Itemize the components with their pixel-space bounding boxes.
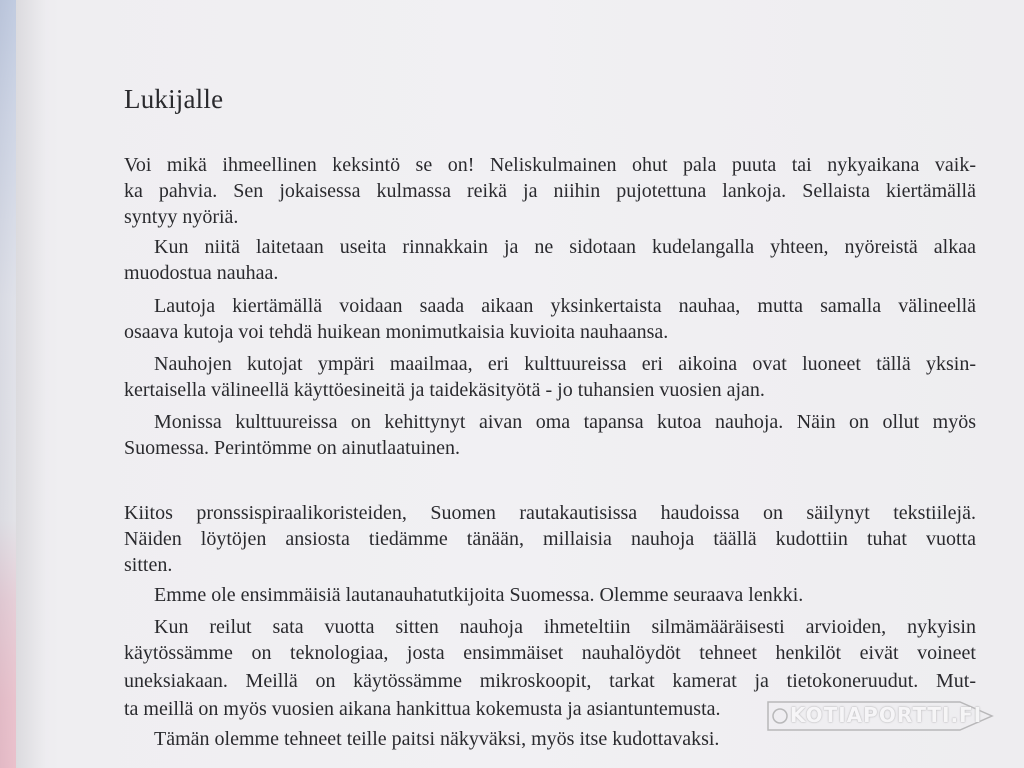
paragraph-line: muodostua nauhaa. xyxy=(124,262,279,284)
paragraph-line: Nauhojen kutojat ympäri maailmaa, eri kulttuureissa eri aikoina ovat luoneet tällä yksin- xyxy=(154,353,976,375)
paragraph-line: uneksiakaan. Meillä on käytössämme mikroskoopit, tarkat kamerat ja tietokoneruudut. Mut- xyxy=(124,670,976,692)
paragraph-line: Kiitos pronssispiraalikoristeiden, Suomen rautakautisissa haudoissa on säilynyt tekstiilejä. xyxy=(124,502,976,524)
paragraph-line: Näiden löytöjen ansiosta tiedämme tänään, millaisia nauhoja täällä kudottiin tuhat vuotta xyxy=(124,528,976,550)
paragraph-line: ta meillä on myös vuosien aikana hankittua kokemusta ja asiantuntemusta. xyxy=(124,698,721,720)
page-gutter-shadow xyxy=(16,0,46,768)
paragraph-line: Lautoja kiertämällä voidaan saada aikaan yksinkertaista nauhaa, mutta samalla välineellä xyxy=(154,295,976,317)
paragraph-line: Suomessa. Perintömme on ainutlaatuinen. xyxy=(124,437,461,459)
paragraph-line: käytössämme on teknologiaa, josta ensimmäiset nauhalöydöt tehneet henkilöt eivät voineet xyxy=(124,642,976,664)
paragraph-line: Tämän olemme tehneet teille paitsi näkyväksi, myös itse kudottavaksi. xyxy=(154,728,720,750)
paragraph-line: sitten. xyxy=(124,554,173,576)
paragraph-line: Voi mikä ihmeellinen keksintö se on! Neliskulmainen ohut pala puuta tai nykyaikana vaik- xyxy=(124,154,976,176)
book-page-edge xyxy=(0,0,16,768)
watermark-text: KOTIAPORTTI.FI xyxy=(790,703,983,727)
watermark-logo xyxy=(760,694,1005,738)
paragraph-line: kertaisella välineellä käyttöesineitä ja taidekäsityötä - jo tuhansien vuosien ajan. xyxy=(124,379,765,401)
paragraph-line: Kun niitä laitetaan useita rinnakkain ja ne sidotaan kudelangalla yhteen, nyöreistä alkaa xyxy=(154,236,976,258)
paragraph-line: Emme ole ensimmäisiä lautanauhatutkijoita Suomessa. Olemme seuraava lenkki. xyxy=(154,584,804,606)
page-heading: Lukijalle xyxy=(124,84,224,114)
paragraph-line: osaava kutoja voi tehdä huikean monimutkaisia kuvioita nauhaansa. xyxy=(124,321,669,343)
paragraph-line: syntyy nyöriä. xyxy=(124,206,239,228)
paragraph-line: Monissa kulttuureissa on kehittynyt aivan oma tapansa kutoa nauhoja. Näin on ollut myös xyxy=(154,411,976,433)
paragraph-line: ka pahvia. Sen jokaisessa kulmassa reikä ja niihin pujotettuna lankoja. Sellaista kiertämällä xyxy=(124,180,976,202)
paragraph-line: Kun reilut sata vuotta sitten nauhoja ihmeteltiin silmämääräisesti arvioiden, nykyisin xyxy=(154,616,976,638)
